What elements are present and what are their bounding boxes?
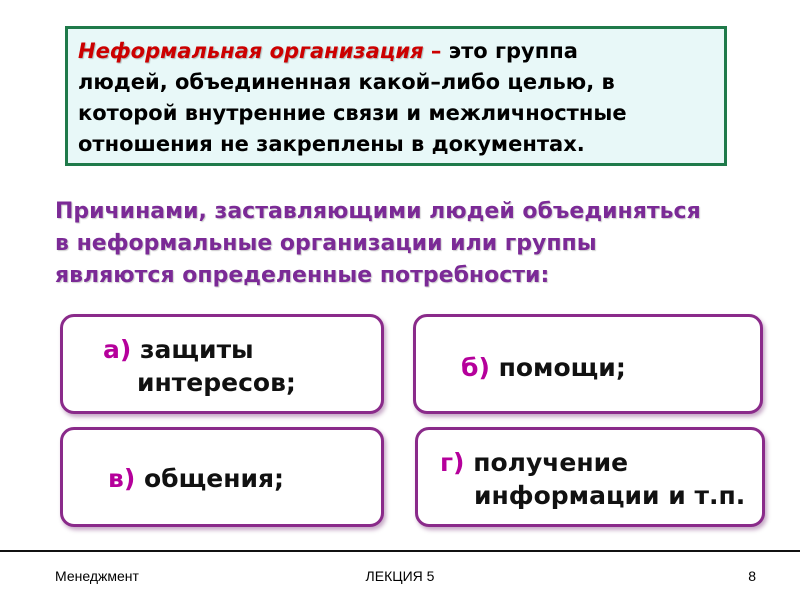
- reasons-line-1: Причинами, заставляющими людей объединяться: [55, 199, 701, 224]
- need-d-line-2: информации и т.п.: [474, 481, 746, 510]
- need-a-line-2: интересов;: [137, 368, 296, 397]
- footer-page-number: 8: [748, 568, 756, 584]
- definition-line-3: которой внутренние связи и межличностные: [78, 101, 627, 125]
- need-box-d: [415, 427, 765, 527]
- footer-course: Менеджмент: [55, 568, 139, 584]
- reasons-paragraph: [55, 196, 775, 292]
- need-c-text: [108, 462, 284, 495]
- need-d-text: [440, 446, 745, 512]
- reasons-line-3: являются определенные потребности:: [55, 263, 550, 288]
- definition-box: [65, 26, 727, 166]
- need-b-line-1: помощи;: [498, 353, 626, 382]
- reasons-line-2: в неформальные организации или группы: [55, 231, 597, 256]
- need-a-text: [103, 333, 296, 399]
- definition-term: Неформальная организация: [78, 39, 424, 63]
- need-box-a: [60, 314, 384, 414]
- definition-line-2: людей, объединенная какой–либо целью, в: [78, 70, 615, 94]
- need-d-letter: г): [440, 448, 465, 477]
- need-b-letter: б): [461, 353, 490, 382]
- footer-divider: [0, 550, 800, 552]
- need-c-letter: в): [108, 464, 136, 493]
- definition-dash: –: [430, 39, 442, 63]
- definition-line-4: отношения не закреплены в документах.: [78, 132, 585, 156]
- footer-lecture: ЛЕКЦИЯ 5: [365, 568, 435, 584]
- need-c-line-1: общения;: [143, 464, 285, 493]
- definition-line-1-rest: это группа: [441, 39, 578, 63]
- need-b-text: [461, 351, 626, 384]
- need-box-b: [413, 314, 763, 414]
- need-a-letter: а): [103, 335, 132, 364]
- need-a-line-1: защиты: [140, 335, 254, 364]
- definition-line-1: [78, 36, 714, 67]
- need-box-c: [60, 427, 384, 527]
- need-d-line-1: получение: [473, 448, 629, 477]
